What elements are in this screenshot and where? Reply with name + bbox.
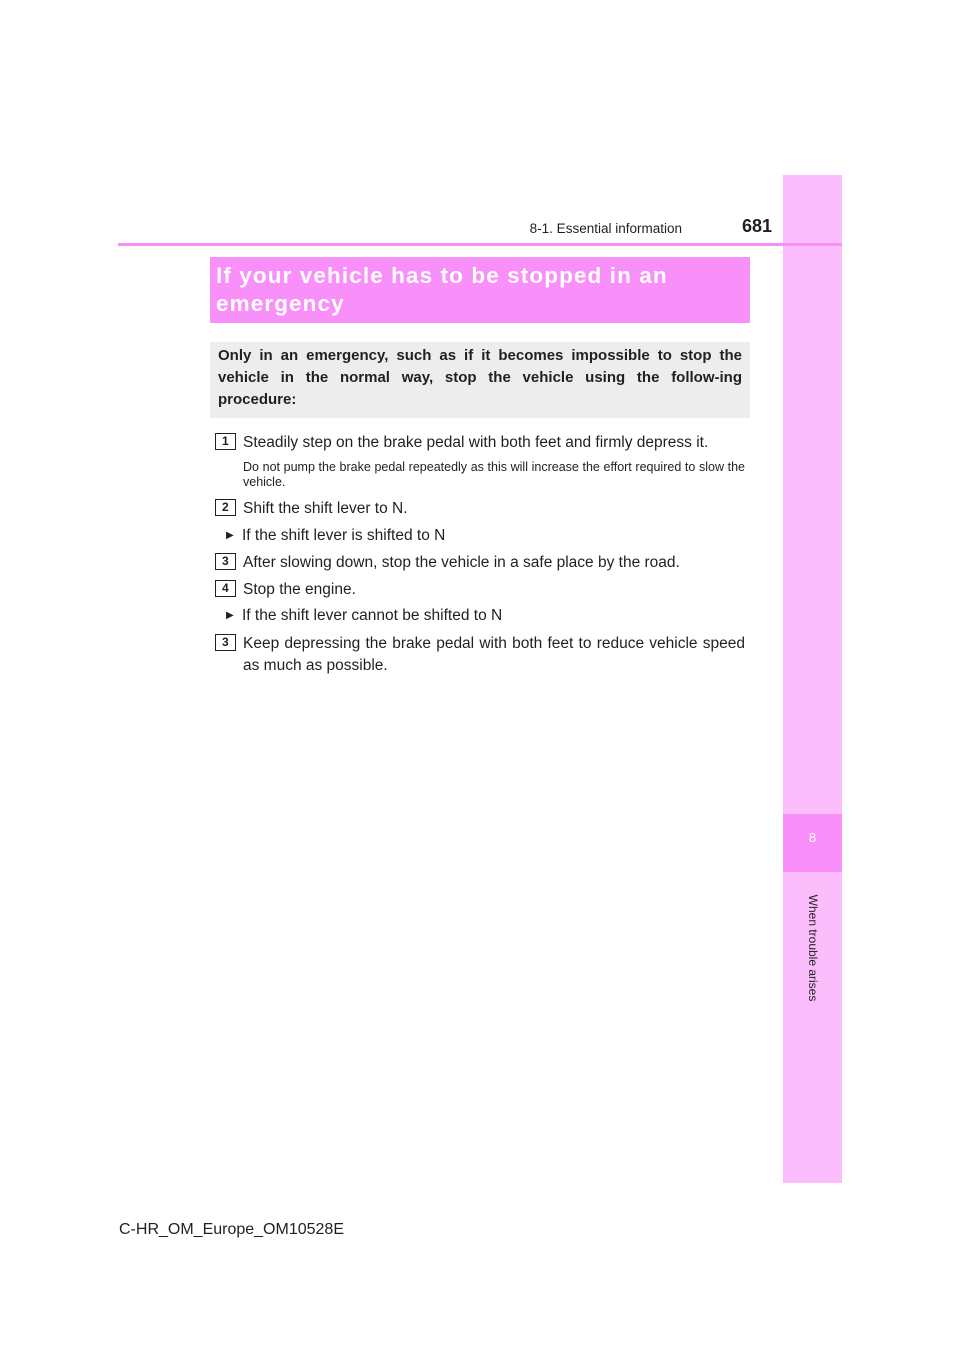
step-text-3: After slowing down, stop the vehicle in a safe place by the road. <box>243 554 680 571</box>
step-text-4: Stop the engine. <box>243 581 356 598</box>
triangle-right-icon: ▶ <box>226 610 234 621</box>
section-reference: 8-1. Essential information <box>529 221 682 236</box>
chapter-number: 8 <box>808 830 817 845</box>
step-text-1: Steadily step on the brake pedal with both feet and firmly depress it. <box>243 434 709 451</box>
header-divider <box>118 243 842 246</box>
step-number-1: 1 <box>215 433 236 450</box>
intro-text: Only in an emergency, such as if it becomes impossible to stop the vehicle in the normal way, stop the vehicle using the follow-ing procedure: <box>218 347 742 408</box>
chapter-title: When trouble arises <box>806 894 820 1002</box>
step-number-4: 4 <box>215 580 236 597</box>
condition-heading-b <box>226 605 502 627</box>
condition-text-b: If the shift lever cannot be shifted to N <box>242 607 503 624</box>
section-title-box <box>210 257 750 323</box>
step-text-2: Shift the shift lever to N. <box>243 500 408 517</box>
step-text-3-alt: Keep depressing the brake pedal with both feet to reduce vehicle speed as much as possible. <box>243 635 745 674</box>
document-code: C-HR_OM_Europe_OM10528E <box>119 1221 344 1238</box>
intro-box <box>210 342 750 418</box>
condition-text-a: If the shift lever is shifted to N <box>242 527 446 544</box>
step-number-3-alt: 3 <box>215 634 236 651</box>
section-title-line-2: emergency <box>216 291 345 316</box>
chapter-side-tab <box>783 175 842 1183</box>
step-number-2: 2 <box>215 499 236 516</box>
page-number: 681 <box>741 216 772 236</box>
section-title-line-1: If your vehicle has to be stopped in an <box>216 263 668 288</box>
triangle-right-icon: ▶ <box>226 530 234 541</box>
note-text: Do not pump the brake pedal repeatedly as this will increase the effort required to slow the vehicle. <box>243 460 745 489</box>
step-number-3: 3 <box>215 553 236 570</box>
condition-heading-a <box>226 525 445 547</box>
